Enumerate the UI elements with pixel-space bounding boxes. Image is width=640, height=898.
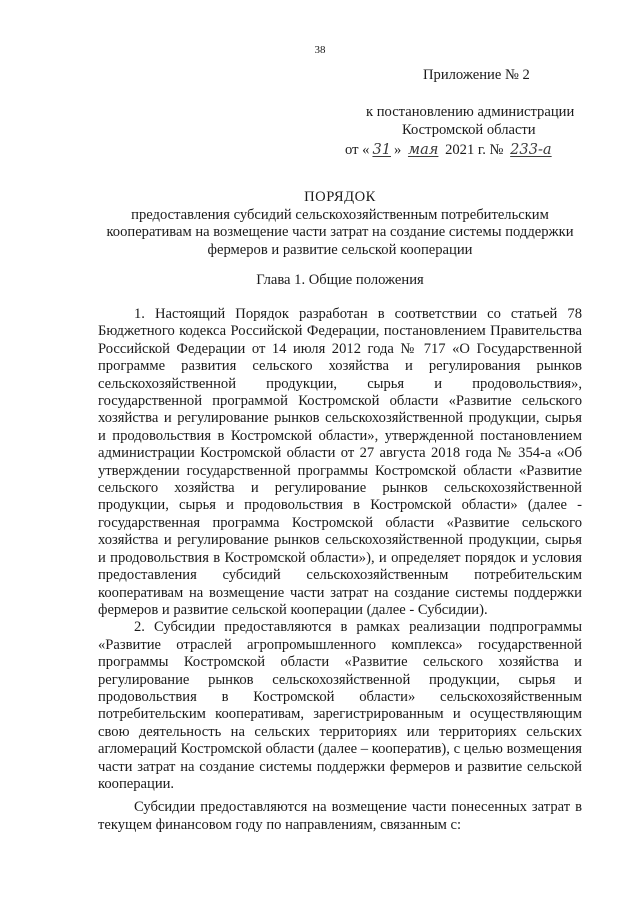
- paragraph: Субсидии предоставляются на возмещение части понесенных затрат в текущем финансовом году по направлениям, связанным с:: [98, 799, 582, 833]
- approval-date-line: [345, 140, 555, 160]
- appendix-label: Приложение № 2: [423, 67, 530, 83]
- year-part: 2021 г. №: [441, 142, 508, 158]
- approval-line-1: к постановлению администрации: [366, 104, 575, 120]
- date-prefix: от «: [345, 142, 370, 158]
- paragraph: 2. Субсидии предоставляются в рамках реализации подпрограммы «Развитие отраслей агропромышленного комплекса» государственной программы Костромской области «Развитие сельского хозяйства и регулирование рынков сельскохозяйственной продукции, сырья и продовольствия в Костромской области» сельскохозяйственным потребительским кооперативам, зарегистрированным и осуществляющим свою деятельность на сельских территориях или территориях сельских агломераций Костромской области (далее – кооператив), с целью возмещения части затрат на создание системы поддержки фермеров и развитие сельской кооперации.: [98, 619, 582, 792]
- title-subtitle: предоставления субсидий сельскохозяйственным потребительским кооперативам на возмещение части затрат на создание системы поддержки фермеров и развитие сельской кооперации: [106, 206, 574, 258]
- paragraph: 1. Настоящий Порядок разработан в соответствии со статьей 78 Бюджетного кодекса Российской Федерации, постановлением Правительства Российской Федерации от 14 июля 2012 года № 717 «О Государственной программе развития сельского хозяйства и регулирования рынков сельскохозяйственной продукции, сырья и продовольствия», государственной программой Костромской области «Развитие сельского хозяйства и регулирование рынков сельскохозяйственной продукции, сырья и продовольствия в Костромской области», утвержденной постановлением администрации Костромской области от 27 августа 2018 года № 354-а «Об утверждении государственной программы Костромской области «Развитие сельского хозяйства и регулирование рынков сельскохозяйственной продукции, сырья и продовольствия в Костромской области» (далее - государственная программа Костромской области «Развитие сельского хозяйства и регулирование рынков сельскохозяйственной продукции, сырья и продовольствия в Костромской области»), и определяет порядок и условия предоставления субсидий сельскохозяйственным потребительским кооперативам на возмещение части затрат на создание системы поддержки фермеров и развитие сельской кооперации (далее - Субсидии).: [98, 306, 582, 618]
- approval-line-2: Костромской области: [402, 122, 536, 138]
- title-heading: ПОРЯДОК: [304, 189, 376, 205]
- date-quote-close: »: [394, 142, 402, 158]
- body-text: [98, 306, 582, 834]
- page-number: 38: [314, 44, 326, 56]
- document-title: [98, 189, 582, 259]
- handwritten-month: мая: [407, 141, 439, 158]
- handwritten-day: 31: [372, 141, 392, 158]
- handwritten-number: 233-а: [510, 141, 552, 158]
- chapter-heading: Глава 1. Общие положения: [256, 272, 424, 288]
